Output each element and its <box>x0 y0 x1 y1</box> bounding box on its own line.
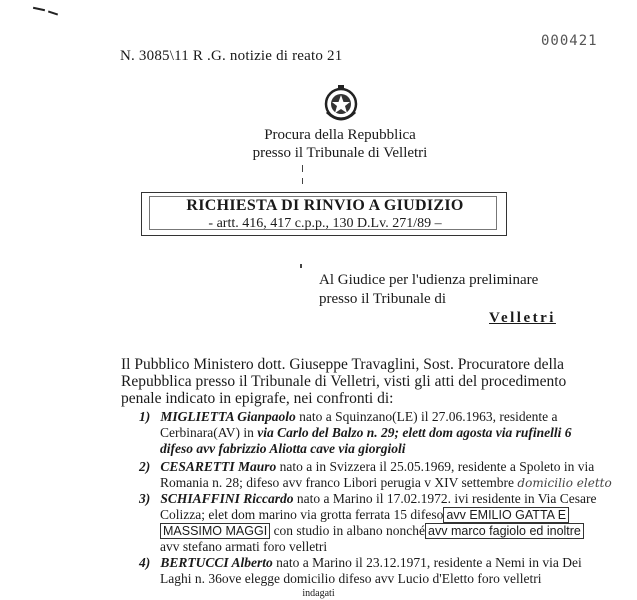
defendant-name: CESARETTI Mauro <box>160 459 277 474</box>
legal-articles: - artt. 416, 417 c.p.p., 130 D.Lv. 271/89 – <box>208 216 442 231</box>
defendant-entry-4 <box>139 555 582 571</box>
intro-line-1: Il Pubblico Ministero dott. Giuseppe Travaglini, Sost. Procuratore della <box>121 356 564 373</box>
office-line-1: Procura della Repubblica <box>264 127 416 143</box>
defendant-entry-4-line-2: Laghi n. 36ove elegge domicilio difeso avv Lucio d'Eletto foro velletri <box>160 571 542 586</box>
defendant-details: nato a Squinzano(LE) il 27.06.1963, residente a <box>295 409 558 424</box>
republic-emblem-icon <box>321 82 361 126</box>
entry-number: 1) <box>139 409 151 424</box>
defendant-details: nato a in Svizzera il 25.05.1969, residente a Spoleto in via <box>276 459 595 474</box>
intro-line-2: Repubblica presso il Tribunale di Velletri, visti gli atti del procedimento <box>121 373 567 390</box>
handwritten-lawyer-box: MASSIMO MAGGI <box>160 523 270 539</box>
defendant-entry-3-line-3 <box>160 523 584 539</box>
defendant-entry-2 <box>139 459 594 475</box>
defendant-entry-1-line-2 <box>160 425 572 441</box>
defendant-address: via Carlo del Balzo n. 29; elett dom agosta via rufinelli 6 <box>257 425 572 440</box>
addressee-line-1: Al Giudice per l'udienza preliminare <box>319 272 539 288</box>
defendant-entry-3-line-4: avv stefano armati foro velletri <box>160 539 328 554</box>
handwritten-lawyer-box: avv EMILIO GATTA E <box>443 507 569 523</box>
defendant-entry-1 <box>139 409 557 425</box>
scan-mark <box>33 7 45 11</box>
scan-mark <box>300 264 302 268</box>
defendant-entry-3 <box>139 491 597 507</box>
defendant-details: Cerbinara(AV) in <box>160 425 258 440</box>
defendant-name: MIGLIETTA Gianpaolo <box>160 409 296 424</box>
handwritten-note: domicilio eletto <box>517 476 612 490</box>
scan-mark <box>48 11 58 16</box>
scan-mark <box>302 178 303 184</box>
footer-label: indagati <box>302 588 335 599</box>
defendant-details: con studio in albano nonché <box>270 523 426 538</box>
defendant-details: Colizza; elet dom marino via grotta ferrata 15 difeso <box>160 507 444 522</box>
defendant-name: BERTUCCI Alberto <box>160 555 273 570</box>
defendant-details: nato a Marino il 23.12.1971, residente a Nemi in via Dei <box>272 555 582 570</box>
intro-line-3: penale indicato in epigrafe, nei confronti di: <box>121 390 394 407</box>
addressee-line-2: presso il Tribunale di <box>319 291 447 307</box>
document-title: RICHIESTA DI RINVIO A GIUDIZIO <box>186 197 464 214</box>
defendant-entry-2-line-2 <box>160 475 612 491</box>
page-stamp: 000421 <box>541 33 598 49</box>
defendant-entry-1-line-3: difeso avv fabrizzio Aliotta cave via giorgioli <box>160 441 406 456</box>
defendant-details: nato a Marino il 17.02.1972. ivi residente in Via Cesare <box>293 491 597 506</box>
entry-number: 4) <box>139 555 151 570</box>
handwritten-lawyer-box: avv marco fagiolo ed inoltre <box>425 523 584 539</box>
entry-number: 3) <box>139 491 151 506</box>
defendant-details: Romania n. 28; difeso avv franco Libori perugia v XIV settembre <box>160 475 515 490</box>
registry-number: N. 3085\11 R .G. notizie di reato 21 <box>120 48 343 64</box>
office-line-2: presso il Tribunale di Velletri <box>252 145 428 161</box>
scan-mark <box>302 165 303 172</box>
defendant-entry-3-line-2 <box>160 507 569 523</box>
entry-number: 2) <box>139 459 151 474</box>
defendant-name: SCHIAFFINI Riccardo <box>160 491 294 506</box>
addressee-city: Velletri <box>489 310 556 326</box>
